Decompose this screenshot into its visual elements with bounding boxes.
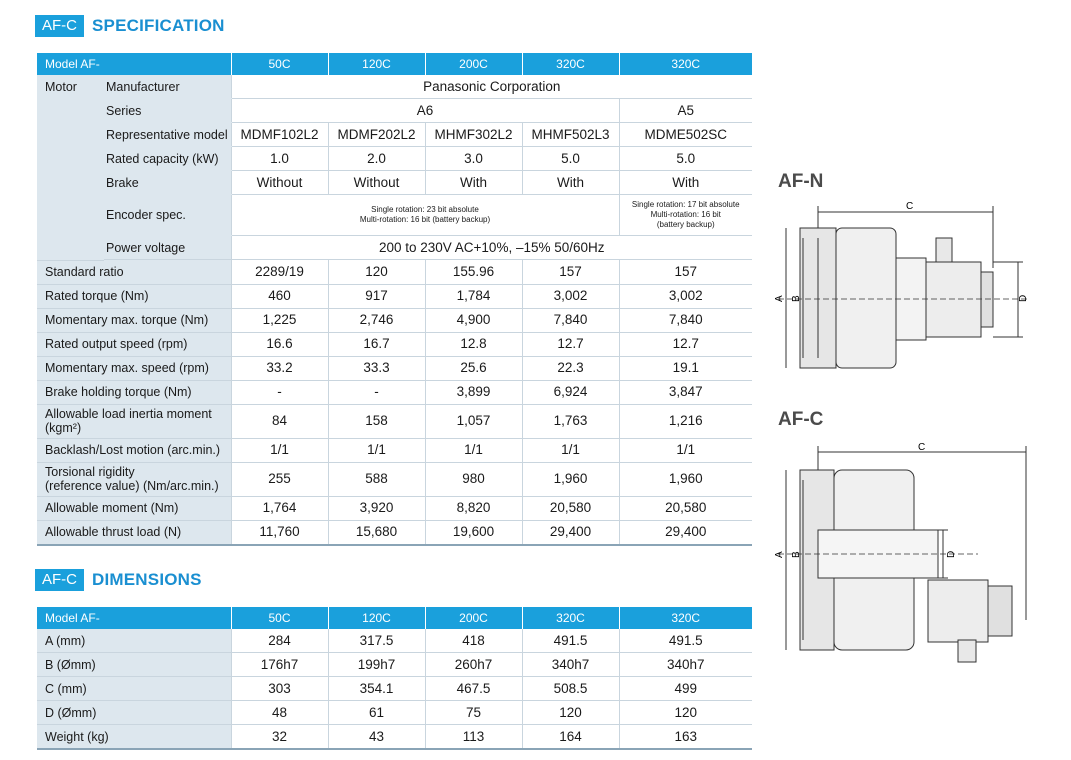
motor-group-label: Motor xyxy=(37,75,104,260)
power-value: 200 to 230V AC+10%, –15% 50/60Hz xyxy=(231,236,752,260)
cell: 15,680 xyxy=(328,520,425,545)
row-label: Rated torque (Nm) xyxy=(37,284,231,308)
cell: 19,600 xyxy=(425,520,522,545)
dims-table xyxy=(37,607,752,750)
cell: 20,580 xyxy=(619,496,752,520)
spec-header-label: Model AF- xyxy=(37,53,231,75)
row-label xyxy=(37,462,231,496)
dim-b-label: B xyxy=(791,295,802,302)
dims-row xyxy=(37,629,752,653)
row-label: D (Ømm) xyxy=(37,701,231,725)
cell: 48 xyxy=(231,701,328,725)
cell: 2289/19 xyxy=(231,260,328,284)
spec-row xyxy=(37,496,752,520)
cell: - xyxy=(328,380,425,404)
dims-row xyxy=(37,725,752,750)
row-label: A (mm) xyxy=(37,629,231,653)
encoder-a6-note xyxy=(231,195,619,236)
spec-row-power xyxy=(37,236,752,260)
row-label-line: Allowable load inertia moment xyxy=(45,407,212,421)
dims-rows xyxy=(37,629,752,749)
cell: 43 xyxy=(328,725,425,750)
spec-row xyxy=(37,462,752,496)
spec-row xyxy=(37,520,752,545)
dim-d-label: D xyxy=(1018,294,1029,302)
spec-row-capacity xyxy=(37,147,752,171)
cell: 2.0 xyxy=(328,147,425,171)
cell: 1,763 xyxy=(522,404,619,438)
row-label: B (Ømm) xyxy=(37,653,231,677)
row-label-line: (reference value) (Nm/arc.min.) xyxy=(45,479,219,493)
cell: 7,840 xyxy=(619,308,752,332)
row-label xyxy=(37,404,231,438)
row-label: C (mm) xyxy=(37,677,231,701)
dim-a-label: A xyxy=(774,295,785,302)
motor-end xyxy=(981,272,993,327)
cell: 1,057 xyxy=(425,404,522,438)
row-label: Rated output speed (rpm) xyxy=(37,332,231,356)
cell: 75 xyxy=(425,701,522,725)
cell: 157 xyxy=(619,260,752,284)
cell: 1,225 xyxy=(231,308,328,332)
dims-heading xyxy=(35,567,202,593)
cell: 284 xyxy=(231,629,328,653)
cell: 6,924 xyxy=(522,380,619,404)
encoder-a5-note xyxy=(619,195,752,236)
cell: 3,002 xyxy=(522,284,619,308)
row-label: Allowable moment (Nm) xyxy=(37,496,231,520)
cell: With xyxy=(425,171,522,195)
spec-header-row xyxy=(37,53,752,75)
spec-row-series xyxy=(37,99,752,123)
cell: 980 xyxy=(425,462,522,496)
cell: 158 xyxy=(328,404,425,438)
spec-row xyxy=(37,260,752,284)
cell: 29,400 xyxy=(619,520,752,545)
spec-row-encoder xyxy=(37,195,752,236)
cell: 1/1 xyxy=(425,438,522,462)
cell: 33.3 xyxy=(328,356,425,380)
cell: 340h7 xyxy=(522,653,619,677)
cell: 3,899 xyxy=(425,380,522,404)
cell: With xyxy=(522,171,619,195)
cell: 16.6 xyxy=(231,332,328,356)
cell: 8,820 xyxy=(425,496,522,520)
encoder-a5-line: (battery backup) xyxy=(656,220,715,229)
cell: 120 xyxy=(522,701,619,725)
cell: 61 xyxy=(328,701,425,725)
row-label: Power voltage xyxy=(104,236,231,260)
afc-label: AF-C xyxy=(778,409,824,430)
cell: MDME502SC xyxy=(619,123,752,147)
afn-label: AF-N xyxy=(778,171,824,192)
dims-header-model: 120C xyxy=(328,607,425,629)
cell: 163 xyxy=(619,725,752,750)
cell: 113 xyxy=(425,725,522,750)
connector xyxy=(936,238,952,262)
dims-header-model: 320C xyxy=(522,607,619,629)
cell: Without xyxy=(328,171,425,195)
cell: - xyxy=(231,380,328,404)
connector xyxy=(958,640,976,662)
row-label: Rated capacity (kW) xyxy=(104,147,231,171)
cell: 33.2 xyxy=(231,356,328,380)
cell: 1,764 xyxy=(231,496,328,520)
cell: 1.0 xyxy=(231,147,328,171)
dims-row xyxy=(37,677,752,701)
dim-d-label: D xyxy=(946,550,957,558)
spec-row xyxy=(37,356,752,380)
row-label: Momentary max. speed (rpm) xyxy=(37,356,231,380)
cell: 303 xyxy=(231,677,328,701)
cell: 1/1 xyxy=(231,438,328,462)
cell: 120 xyxy=(619,701,752,725)
cell: 120 xyxy=(328,260,425,284)
cell: 1/1 xyxy=(328,438,425,462)
cell: 157 xyxy=(522,260,619,284)
cell: 499 xyxy=(619,677,752,701)
cell: 1/1 xyxy=(522,438,619,462)
dim-b-label: B xyxy=(791,551,802,558)
cell: 4,900 xyxy=(425,308,522,332)
cell: 16.7 xyxy=(328,332,425,356)
cell: With xyxy=(619,171,752,195)
cell: 199h7 xyxy=(328,653,425,677)
manufacturer-value: Panasonic Corporation xyxy=(231,75,752,99)
spec-row xyxy=(37,380,752,404)
row-label: Series xyxy=(104,99,231,123)
cell: 508.5 xyxy=(522,677,619,701)
spec-heading xyxy=(35,13,225,39)
cell: 5.0 xyxy=(522,147,619,171)
cell: 25.6 xyxy=(425,356,522,380)
cell: 3,002 xyxy=(619,284,752,308)
dims-header-model: 200C xyxy=(425,607,522,629)
dims-header-model: 50C xyxy=(231,607,328,629)
series-a6: A6 xyxy=(231,99,619,123)
dims-title: DIMENSIONS xyxy=(92,570,202,589)
dim-c-label: C xyxy=(918,442,926,453)
row-label: Momentary max. torque (Nm) xyxy=(37,308,231,332)
spec-row xyxy=(37,332,752,356)
dims-tag: AF-C xyxy=(35,569,84,591)
cell: MDMF202L2 xyxy=(328,123,425,147)
spec-row xyxy=(37,404,752,438)
cell: 12.7 xyxy=(619,332,752,356)
cell: 164 xyxy=(522,725,619,750)
row-label: Backlash/Lost motion (arc.min.) xyxy=(37,438,231,462)
spec-title: SPECIFICATION xyxy=(92,16,225,35)
cell: MHMF502L3 xyxy=(522,123,619,147)
cell: 3,847 xyxy=(619,380,752,404)
cell: 29,400 xyxy=(522,520,619,545)
gear-housing xyxy=(836,228,896,368)
motor-end xyxy=(988,586,1012,636)
cell: 1/1 xyxy=(619,438,752,462)
encoder-a5-line: Single rotation: 17 bit absolute xyxy=(631,200,740,209)
spec-row xyxy=(37,438,752,462)
cell: 1,216 xyxy=(619,404,752,438)
spec-header-model: 320C xyxy=(619,53,752,75)
cell: 11,760 xyxy=(231,520,328,545)
dims-row xyxy=(37,653,752,677)
cell: 84 xyxy=(231,404,328,438)
cell: 317.5 xyxy=(328,629,425,653)
motor-body xyxy=(928,580,988,642)
cell: Without xyxy=(231,171,328,195)
row-label-line: Torsional rigidity xyxy=(45,465,135,479)
cell: 2,746 xyxy=(328,308,425,332)
spec-header-model: 200C xyxy=(425,53,522,75)
spec-row-rep-model xyxy=(37,123,752,147)
cell: 491.5 xyxy=(619,629,752,653)
cell: 418 xyxy=(425,629,522,653)
cell: 155.96 xyxy=(425,260,522,284)
spec-row xyxy=(37,284,752,308)
row-label-line: (kgm²) xyxy=(45,421,82,435)
row-label: Weight (kg) xyxy=(37,725,231,750)
cell: 1,960 xyxy=(619,462,752,496)
encoder-a6-line: Multi-rotation: 16 bit (battery backup) xyxy=(359,215,491,224)
row-label: Standard ratio xyxy=(37,260,231,284)
cell: 3.0 xyxy=(425,147,522,171)
row-label: Allowable thrust load (N) xyxy=(37,520,231,545)
cell: 3,920 xyxy=(328,496,425,520)
cell: 255 xyxy=(231,462,328,496)
row-label: Representative model xyxy=(104,123,231,147)
encoder-a5-line: Multi-rotation: 16 bit xyxy=(650,210,721,219)
row-label: Brake xyxy=(104,171,231,195)
dims-header-row xyxy=(37,607,752,629)
cell: 5.0 xyxy=(619,147,752,171)
cell: 340h7 xyxy=(619,653,752,677)
cell: 260h7 xyxy=(425,653,522,677)
row-label: Encoder spec. xyxy=(104,195,231,236)
motor-body xyxy=(926,262,981,337)
dim-c-label: C xyxy=(906,201,914,212)
spec-row-brake xyxy=(37,171,752,195)
cell: 1,784 xyxy=(425,284,522,308)
afc-drawing xyxy=(774,440,1033,680)
cell: 7,840 xyxy=(522,308,619,332)
afn-drawing xyxy=(774,198,1033,378)
dims-row xyxy=(37,701,752,725)
cell: 22.3 xyxy=(522,356,619,380)
cell: 32 xyxy=(231,725,328,750)
cell: 467.5 xyxy=(425,677,522,701)
cell: 12.7 xyxy=(522,332,619,356)
cell: 491.5 xyxy=(522,629,619,653)
spec-rows xyxy=(37,260,752,545)
row-label: Brake holding torque (Nm) xyxy=(37,380,231,404)
dims-header-model: 320C xyxy=(619,607,752,629)
encoder-a6-line: Single rotation: 23 bit absolute xyxy=(371,205,479,214)
cell: MHMF302L2 xyxy=(425,123,522,147)
row-label: Manufacturer xyxy=(104,75,231,99)
spec-header-model: 50C xyxy=(231,53,328,75)
cell: 12.8 xyxy=(425,332,522,356)
cell: 917 xyxy=(328,284,425,308)
spec-row xyxy=(37,308,752,332)
spec-row-manufacturer xyxy=(37,75,752,99)
series-a5: A5 xyxy=(619,99,752,123)
cell: 354.1 xyxy=(328,677,425,701)
cell: 588 xyxy=(328,462,425,496)
cell: MDMF102L2 xyxy=(231,123,328,147)
cell: 176h7 xyxy=(231,653,328,677)
spec-tag: AF-C xyxy=(35,15,84,37)
cell: 460 xyxy=(231,284,328,308)
cell: 1,960 xyxy=(522,462,619,496)
cell: 20,580 xyxy=(522,496,619,520)
spec-table xyxy=(37,53,752,546)
dims-header-label: Model AF- xyxy=(37,607,231,629)
spec-header-model: 120C xyxy=(328,53,425,75)
cell: 19.1 xyxy=(619,356,752,380)
dim-a-label: A xyxy=(774,551,785,558)
spec-header-model: 320C xyxy=(522,53,619,75)
